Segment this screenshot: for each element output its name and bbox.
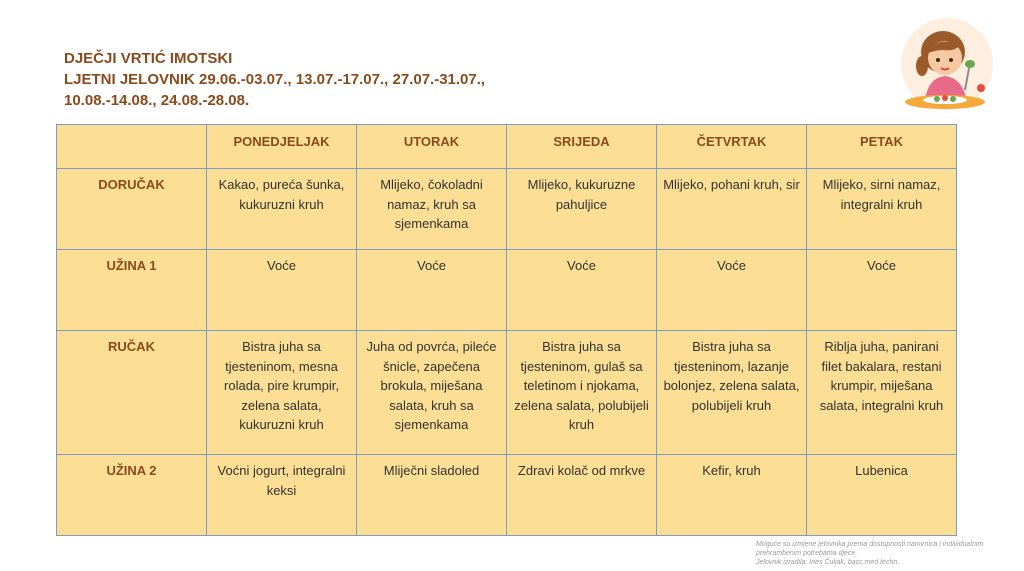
menu-cell: Mliječni sladoled — [357, 455, 507, 536]
row-label-snack-1: UŽINA 1 — [57, 250, 207, 331]
table-row-breakfast — [57, 169, 957, 250]
footnote-disclaimer: Moguće su izmjene jelovnika prema dostupnosti namirnica i individualnim — [756, 541, 984, 548]
menu-cell: Bistra juha sa tjesteninom, mesna rolada, pire krumpir, zelena salata, kukuruzni kruh — [207, 331, 357, 455]
menu-cell: Mlijeko, čokoladni namaz, kruh sa sjemenkama — [357, 169, 507, 250]
menu-title — [64, 48, 485, 111]
menu-cell: Voće — [207, 250, 357, 331]
menu-cell: Mlijeko, sirni namaz, integralni kruh — [807, 169, 957, 250]
menu-cell: Lubenica — [807, 455, 957, 536]
footnote-author: Jelovnik izradila: Ines Čuljak, bacc.med.techn. — [756, 559, 900, 566]
footnote-disclaimer-cont: prehrambenim potrebama djece. — [756, 550, 858, 557]
menu-period-line1: LJETNI JELOVNIK 29.06.-03.07., 13.07.-17.07., 27.07.-31.07., — [64, 71, 486, 88]
table-row-snack-2 — [57, 455, 957, 536]
menu-cell: Kakao, pureća šunka, kukuruzni kruh — [207, 169, 357, 250]
menu-cell: Juha od povrća, pileće šnicle, zapečena brokula, miješana salata, kruh sa sjemenkama — [357, 331, 507, 455]
footnote — [756, 540, 1018, 567]
menu-cell: Bistra juha sa tjesteninom, gulaš sa teletinom i njokama, zelena salata, polubijeli kruh — [507, 331, 657, 455]
day-header-tuesday: UTORAK — [357, 125, 507, 169]
menu-cell: Riblja juha, panirani filet bakalara, restani krumpir, miješana salata, integralni kruh — [807, 331, 957, 455]
table-row-snack-1 — [57, 250, 957, 331]
menu-cell: Voće — [357, 250, 507, 331]
row-label-lunch: RUČAK — [57, 331, 207, 455]
menu-cell: Voće — [657, 250, 807, 331]
kindergarten-name: DJEČJI VRTIĆ IMOTSKI — [64, 50, 233, 67]
day-header-wednesday: SRIJEDA — [507, 125, 657, 169]
menu-cell: Kefir, kruh — [657, 455, 807, 536]
row-label-breakfast: DORUČAK — [57, 169, 207, 250]
table-header-row — [57, 125, 957, 169]
menu-cell: Voće — [807, 250, 957, 331]
corner-cell — [57, 125, 207, 169]
menu-cell: Zdravi kolač od mrkve — [507, 455, 657, 536]
menu-cell: Voćni jogurt, integralni keksi — [207, 455, 357, 536]
row-label-snack-2: UŽINA 2 — [57, 455, 207, 536]
child-eating-salad-icon — [895, 14, 999, 118]
table-row-lunch — [57, 331, 957, 455]
day-header-friday: PETAK — [807, 125, 957, 169]
menu-cell: Mlijeko, pohani kruh, sir — [657, 169, 807, 250]
menu-cell: Mlijeko, kukuruzne pahuljice — [507, 169, 657, 250]
weekly-menu-table — [56, 124, 957, 536]
menu-cell: Voće — [507, 250, 657, 331]
menu-period-line2: 10.08.-14.08., 24.08.-28.08. — [64, 92, 250, 109]
day-header-thursday: ČETVRTAK — [657, 125, 807, 169]
day-header-monday: PONEDJELJAK — [207, 125, 357, 169]
menu-cell: Bistra juha sa tjesteninom, lazanje bolonjez, zelena salata, polubijeli kruh — [657, 331, 807, 455]
